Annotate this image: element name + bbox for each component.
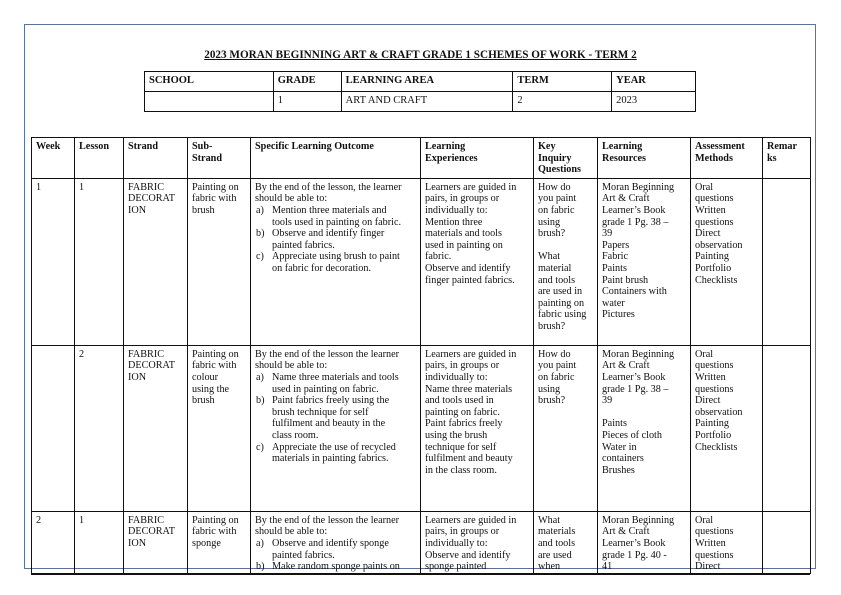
cell-line: using the brush [425, 429, 488, 441]
cell-line: Written [695, 537, 726, 549]
info-header-grade: GRADE [273, 72, 341, 92]
cell-line: fulfilment and beauty [425, 453, 513, 465]
cell-line: By the end of the lesson the learner [255, 514, 399, 526]
cell-line: Oral [695, 181, 714, 193]
cell-line: sponge painted [425, 561, 487, 573]
cell-line: should be able to: [255, 360, 328, 372]
header-week: Week [32, 138, 75, 179]
cell-kiq [534, 511, 598, 574]
cell-line: and tools used in [425, 395, 494, 407]
cell-line: FABRIC [128, 348, 165, 360]
cell-line: you paint [538, 193, 577, 205]
cell-line: class room. [272, 429, 319, 441]
cell-line: pairs, in groups or [425, 526, 500, 538]
cell-line: ION [128, 371, 147, 383]
cell-slo [251, 178, 421, 345]
cell-line: Name three materials [425, 383, 513, 395]
cell-line: Art & Craft [602, 526, 650, 538]
cell-line: Learner’s Book [602, 537, 666, 549]
cell-line: painted fabrics. [272, 549, 335, 561]
header-sub-strand [188, 138, 251, 179]
cell-line: fulfilment and beauty in the [272, 418, 386, 430]
cell-line: using the [192, 383, 230, 395]
cell-line: Mention three materials and [272, 204, 387, 216]
slo-item-marker: b) [256, 561, 265, 573]
cell-line: pairs, in groups or [425, 360, 500, 372]
slo-item [255, 538, 416, 561]
header-line: Resources [602, 152, 646, 164]
cell-line [602, 407, 686, 419]
cell-line: fabric. [425, 251, 452, 263]
cell-assessment [691, 178, 763, 345]
cell-line: materials [538, 526, 576, 538]
cell-lesson: 1 [75, 511, 124, 574]
cell-line: questions [695, 383, 734, 395]
header-line: Questions [538, 164, 582, 176]
cell-line: painting on fabric. [425, 406, 500, 418]
cell-line: colour [192, 371, 219, 383]
cell-line: Paint fabrics freely using the [272, 395, 390, 407]
header-line: Learning [602, 141, 643, 152]
cell-line: Observe and identify [425, 549, 511, 561]
cell-line: sponge [192, 537, 221, 549]
cell-resources [598, 511, 691, 574]
header-line: Methods [695, 152, 733, 164]
cell-line: brush? [538, 395, 566, 407]
cell-line: Pieces of cloth [602, 429, 662, 441]
cell-line: How do [538, 348, 571, 360]
cell-line: and tools [538, 537, 576, 549]
cell-line: are used in [538, 286, 583, 298]
cell-line: DECORAT [128, 193, 175, 205]
slo-list [255, 205, 416, 275]
cell-kiq [534, 178, 598, 345]
header-lesson: Lesson [75, 138, 124, 179]
cell-line: Checklists [695, 441, 738, 453]
info-header-learning-area: LEARNING AREA [341, 72, 513, 92]
slo-item [255, 228, 416, 251]
cell-strand [124, 511, 188, 574]
slo-item [255, 251, 416, 274]
cell-line: 41 [602, 561, 613, 573]
cell-line: materials and tools [425, 228, 502, 240]
cell-slo [251, 511, 421, 574]
cell-sub-strand [188, 178, 251, 345]
cell-line: Portfolio [695, 262, 732, 274]
cell-line: Paint brush [602, 274, 649, 286]
cell-line: finger painted fabrics. [425, 274, 515, 286]
cell-line: Art & Craft [602, 193, 650, 205]
header-row [32, 138, 811, 179]
header-line: Strand [192, 152, 223, 164]
cell-line: brush [192, 395, 215, 407]
slo-item-marker: b) [256, 395, 265, 407]
cell-line: Direct [695, 561, 721, 573]
header-slo: Specific Learning Outcome [251, 138, 421, 179]
cell-line: questions [695, 193, 734, 205]
slo-item [255, 372, 416, 395]
header-experiences [421, 138, 534, 179]
cell-line: in the class room. [425, 464, 497, 476]
cell-line: Painting on [192, 348, 239, 360]
cell-line: and tools [538, 274, 576, 286]
cell-line: Learners are guided in [425, 514, 517, 526]
cell-line: are used [538, 549, 572, 561]
cell-line: observation [695, 406, 743, 418]
cell-line: Painting on [192, 514, 239, 526]
header-line: Learning [425, 141, 466, 152]
cell-line: Oral [695, 514, 714, 526]
cell-week [32, 345, 75, 511]
info-header-school: SCHOOL [145, 72, 274, 92]
cell-line: technique for self [425, 441, 497, 453]
cell-line: Learner’s Book [602, 204, 666, 216]
cell-line: material [538, 262, 572, 274]
cell-line: on fabric [538, 371, 575, 383]
cell-line: Appreciate using brush to paint [272, 251, 400, 263]
cell-line: tools used in painting on fabric. [272, 216, 402, 228]
cell-line: grade 1 Pg. 40 - [602, 549, 667, 561]
cell-line: Written [695, 371, 726, 383]
cell-line: FABRIC [128, 514, 165, 526]
cell-line: you paint [538, 360, 577, 372]
table-row [32, 345, 811, 511]
header-line: Sub- [192, 141, 213, 152]
slo-item [255, 395, 416, 441]
cell-line: fabric with [192, 193, 237, 205]
cell-slo [251, 345, 421, 511]
slo-list [255, 372, 416, 465]
cell-line: Learner’s Book [602, 371, 666, 383]
cell-line: containers [602, 453, 644, 465]
header-strand: Strand [124, 138, 188, 179]
cell-line: Observe and identify finger [272, 228, 385, 240]
cell-line: using [538, 216, 561, 228]
cell-line: questions [695, 549, 734, 561]
cell-line: questions [695, 526, 734, 538]
cell-line: pairs, in groups or [425, 193, 500, 205]
cell-line: brush technique for self [272, 406, 369, 418]
cell-line: Painting [695, 251, 729, 263]
cell-line: 39 [602, 395, 613, 407]
cell-line: Observe and identify [425, 262, 511, 274]
info-value-grade: 1 [273, 92, 341, 112]
cell-resources [598, 178, 691, 345]
cell-line: Direct [695, 228, 721, 240]
cell-line: Papers [602, 239, 630, 251]
header-line: Experiences [425, 152, 478, 164]
cell-line: Appreciate the use of recycled [272, 441, 396, 453]
slo-item-marker: a) [256, 371, 264, 383]
header-line: ks [767, 152, 777, 164]
cell-remarks [763, 345, 811, 511]
document-title: 2023 MORAN BEGINNING ART & CRAFT GRADE 1 SCHEMES OF WORK - TERM 2 [204, 49, 637, 61]
cell-line: DECORAT [128, 360, 175, 372]
cell-line: Make random sponge paints on [272, 561, 400, 573]
header-kiq [534, 138, 598, 179]
cell-line: Observe and identify sponge [272, 537, 389, 549]
cell-week: 2 [32, 511, 75, 574]
header-line: Remar [767, 141, 797, 152]
cell-assessment [691, 345, 763, 511]
table-row [32, 511, 811, 574]
cell-line: used in painting on fabric. [272, 383, 379, 395]
cell-remarks [763, 178, 811, 345]
table-bottom-border [31, 573, 810, 575]
cell-line: Checklists [695, 274, 738, 286]
header-resources [598, 138, 691, 179]
info-value-year: 2023 [612, 92, 696, 112]
cell-line: Learners are guided in [425, 181, 517, 193]
header-line: Assessment [695, 141, 745, 152]
cell-line: painting on [538, 297, 585, 309]
cell-line: used in painting on [425, 239, 503, 251]
slo-item-marker: c) [256, 441, 264, 453]
slo-list [255, 538, 416, 573]
cell-line: Paints [602, 418, 627, 430]
cell-line: should be able to: [255, 193, 328, 205]
cell-line: Painting on [192, 181, 239, 193]
cell-line: By the end of the lesson the learner [255, 348, 399, 360]
header-remarks [763, 138, 811, 179]
cell-line: brush [192, 204, 215, 216]
cell-line: questions [695, 216, 734, 228]
cell-line: Containers with [602, 286, 667, 298]
slo-item-marker: a) [256, 204, 264, 216]
cell-line: Portfolio [695, 429, 732, 441]
info-header-term: TERM [513, 72, 612, 92]
cell-line: Written [695, 204, 726, 216]
cell-line: 39 [602, 228, 613, 240]
cell-line: brush? [538, 320, 566, 332]
cell-line: Oral [695, 348, 714, 360]
cell-line: Paints [602, 262, 627, 274]
cell-line: questions [695, 360, 734, 372]
cell-line: Mention three [425, 216, 483, 228]
cell-line: grade 1 Pg. 38 – [602, 383, 669, 395]
cell-line: individually to: [425, 204, 488, 216]
cell-line: What [538, 251, 561, 263]
slo-item-marker: c) [256, 251, 264, 263]
info-value-term: 2 [513, 92, 612, 112]
cell-line: How do [538, 181, 571, 193]
cell-line: grade 1 Pg. 38 – [602, 216, 669, 228]
cell-week: 1 [32, 178, 75, 345]
slo-item [255, 442, 416, 465]
cell-line: should be able to: [255, 526, 328, 538]
cell-line: brush? [538, 228, 566, 240]
cell-line: Learners are guided in [425, 348, 517, 360]
cell-line: individually to: [425, 537, 488, 549]
cell-line: observation [695, 239, 743, 251]
cell-line: Art & Craft [602, 360, 650, 372]
cell-line: Water in [602, 441, 637, 453]
cell-line: painted fabrics. [272, 239, 335, 251]
cell-lesson: 1 [75, 178, 124, 345]
cell-line: on fabric [538, 204, 575, 216]
slo-item-marker: b) [256, 228, 265, 240]
info-header-year: YEAR [612, 72, 696, 92]
cell-lesson: 2 [75, 345, 124, 511]
header-line: Key [538, 141, 556, 152]
cell-line: ION [128, 204, 147, 216]
cell-assessment [691, 511, 763, 574]
cell-line: Name three materials and tools [272, 371, 399, 383]
cell-line: Direct [695, 395, 721, 407]
header-assessment [691, 138, 763, 179]
cell-line: Painting [695, 418, 729, 430]
cell-line: Moran Beginning [602, 348, 675, 360]
cell-line: fabric with [192, 526, 237, 538]
header-line: Inquiry [538, 152, 572, 164]
slo-item [255, 205, 416, 228]
cell-line: using [538, 383, 561, 395]
cell-line: Pictures [602, 309, 635, 321]
cell-line: Moran Beginning [602, 514, 675, 526]
cell-line: FABRIC [128, 181, 165, 193]
cell-line: materials in painting fabrics. [272, 453, 389, 465]
cell-line: fabric using [538, 309, 587, 321]
cell-line: DECORAT [128, 526, 175, 538]
cell-experiences [421, 345, 534, 511]
cell-line: ION [128, 537, 147, 549]
cell-kiq [534, 345, 598, 511]
cell-experiences [421, 178, 534, 345]
slo-item [255, 561, 416, 573]
cell-sub-strand [188, 345, 251, 511]
cell-line: By the end of the lesson, the learner [255, 181, 402, 193]
cell-strand [124, 178, 188, 345]
cell-remarks [763, 511, 811, 574]
cell-line: Fabric [602, 251, 629, 263]
cell-sub-strand [188, 511, 251, 574]
cell-strand [124, 345, 188, 511]
scheme-table [31, 137, 811, 574]
cell-line: water [602, 297, 625, 309]
cell-line: when [538, 561, 561, 573]
slo-item-marker: a) [256, 537, 264, 549]
cell-line: Brushes [602, 464, 635, 476]
cell-resources [598, 345, 691, 511]
cell-line: individually to: [425, 371, 488, 383]
cell-line: What [538, 514, 561, 526]
cell-line [538, 240, 593, 252]
table-row [32, 178, 811, 345]
cell-line: fabric with [192, 360, 237, 372]
cell-line: Paint fabrics freely [425, 418, 503, 430]
cell-line: Moran Beginning [602, 181, 675, 193]
cell-line: on fabric for decoration. [272, 262, 371, 274]
info-value-learning-area: ART AND CRAFT [341, 92, 513, 112]
cell-experiences [421, 511, 534, 574]
